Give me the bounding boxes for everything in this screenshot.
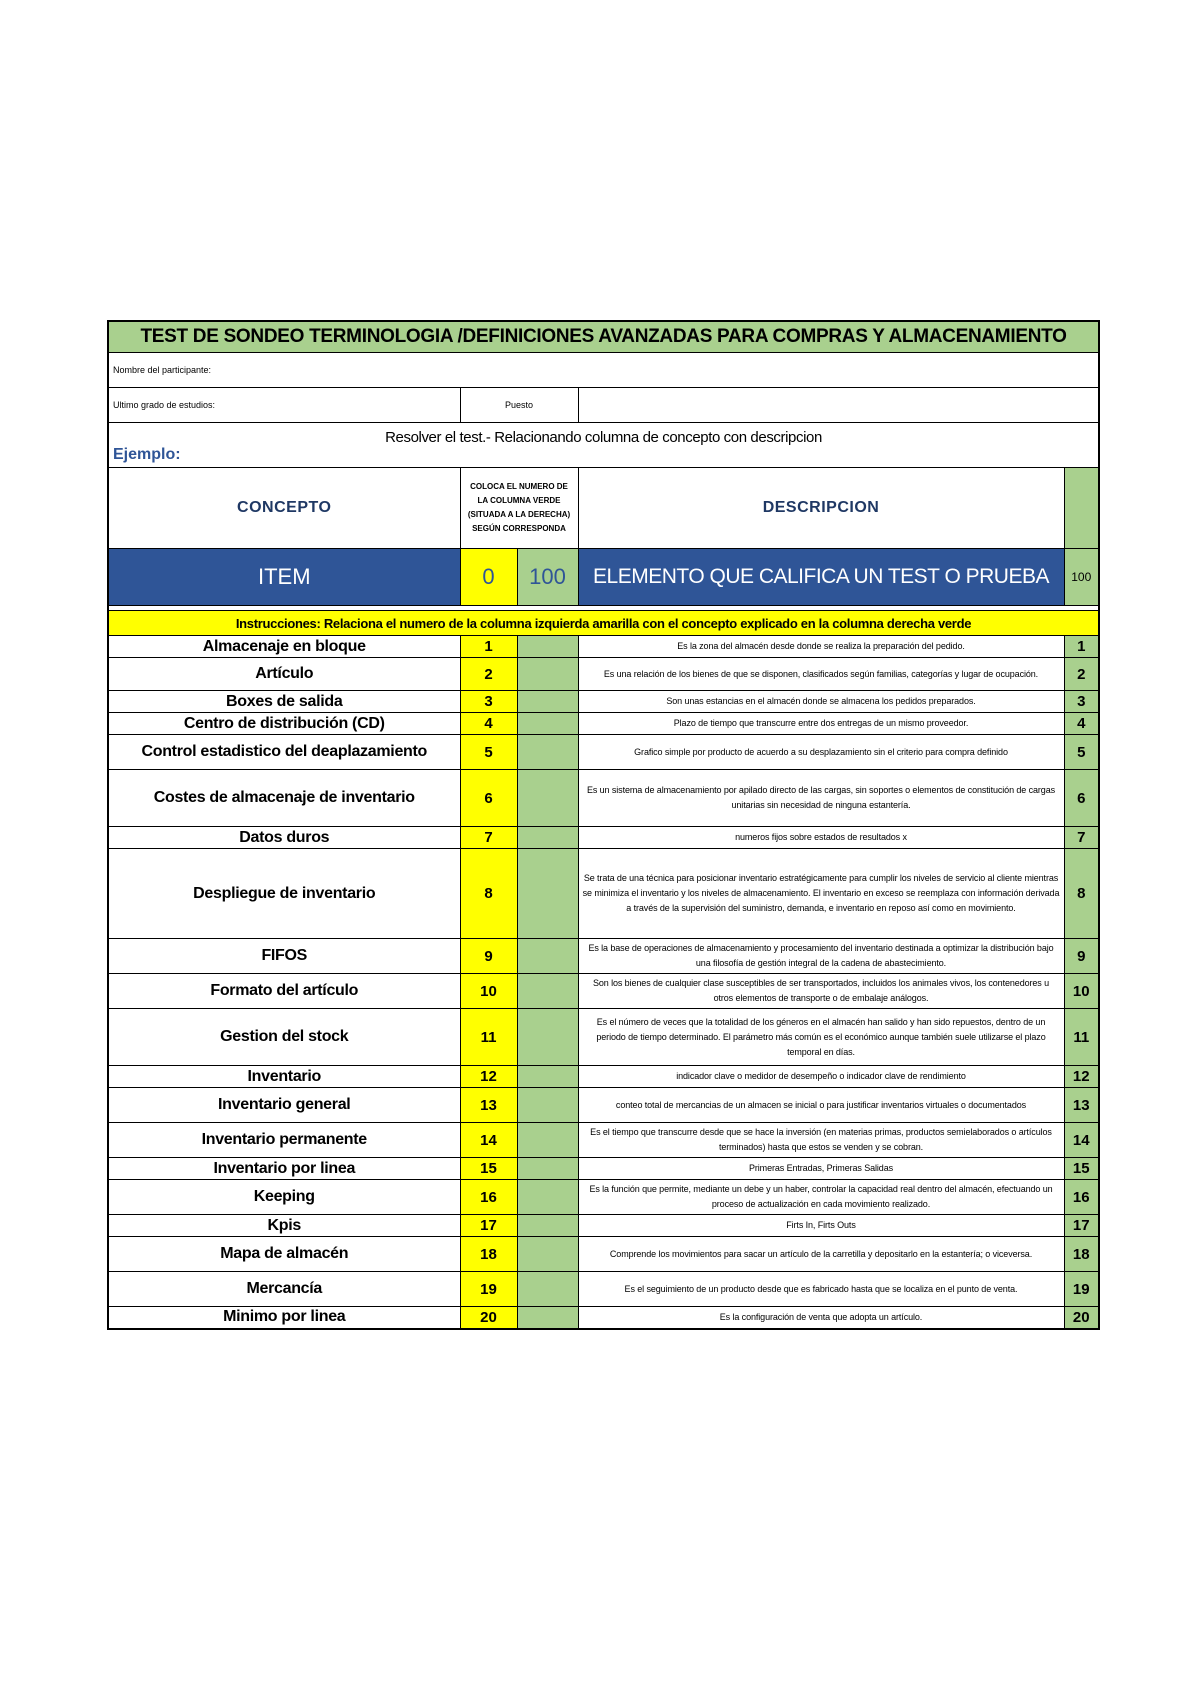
description-number: 2 xyxy=(1064,658,1099,691)
description-cell: Es la función que permite, mediante un debe y un haber, controlar la capacidad real dentro del almacén, efectuando un proceso de actualización en cada movimiento realizado. xyxy=(578,1180,1064,1215)
table-row xyxy=(108,1009,1099,1066)
description-cell: numeros fijos sobre estados de resultados x xyxy=(578,827,1064,849)
description-cell: Es la base de operaciones de almacenamiento y procesamiento del inventario destinada a optimizar la distribución bajo una filosofía de gestión integral de la cadena de abastecimiento. xyxy=(578,939,1064,974)
concept-cell: Keeping xyxy=(108,1180,460,1215)
table-row xyxy=(108,939,1099,974)
table-row xyxy=(108,974,1099,1009)
concept-cell: Artículo xyxy=(108,658,460,691)
concept-cell: Inventario por linea xyxy=(108,1158,460,1180)
answer-number: 12 xyxy=(460,1066,517,1088)
table-row xyxy=(108,1123,1099,1158)
answer-column-header: COLOCA EL NUMERO DE LA COLUMNA VERDE (SITUADA A LA DERECHA) SEGÚN CORRESPONDA xyxy=(460,468,578,549)
concept-cell: Gestion del stock xyxy=(108,1009,460,1066)
answer-input[interactable] xyxy=(517,1123,578,1158)
description-number: 14 xyxy=(1064,1123,1099,1158)
description-cell: Plazo de tiempo que transcurre entre dos entregas de un mismo proveedor. xyxy=(578,713,1064,735)
example-label: Ejemplo: xyxy=(113,445,181,463)
table-row xyxy=(108,636,1099,658)
studies-field[interactable] xyxy=(108,388,460,423)
description-number: 10 xyxy=(1064,974,1099,1009)
answer-number: 19 xyxy=(460,1272,517,1307)
description-cell: Es un sistema de almacenamiento por apilado directo de las cargas, sin soportes o elementos de constitución de cargas unitarias sin necesidad de ninguna estantería. xyxy=(578,770,1064,827)
puesto-label: Puesto xyxy=(460,388,578,423)
right-header-cell xyxy=(1064,468,1099,549)
answer-number: 2 xyxy=(460,658,517,691)
answer-input[interactable] xyxy=(517,1180,578,1215)
description-number: 15 xyxy=(1064,1158,1099,1180)
answer-number: 4 xyxy=(460,713,517,735)
concept-cell: Inventario permanente xyxy=(108,1123,460,1158)
answer-number: 3 xyxy=(460,691,517,713)
example-right-number: 100 xyxy=(1064,549,1099,606)
answer-input[interactable] xyxy=(517,770,578,827)
description-cell: Primeras Entradas, Primeras Salidas xyxy=(578,1158,1064,1180)
answer-number: 9 xyxy=(460,939,517,974)
top-instructions: Resolver el test.- Relacionando columna de concepto con descripcion xyxy=(385,428,822,446)
example-description: ELEMENTO QUE CALIFICA UN TEST O PRUEBA xyxy=(578,549,1064,606)
concept-cell: Inventario general xyxy=(108,1088,460,1123)
instructions-banner: Instrucciones: Relaciona el numero de la columna izquierda amarilla con el concepto explicado en la columna derecha verde xyxy=(108,611,1099,636)
concept-cell: Control estadistico del deaplazamiento xyxy=(108,735,460,770)
answer-number: 11 xyxy=(460,1009,517,1066)
table-row xyxy=(108,1158,1099,1180)
answer-number: 10 xyxy=(460,974,517,1009)
description-number: 3 xyxy=(1064,691,1099,713)
description-number: 9 xyxy=(1064,939,1099,974)
concepto-header: CONCEPTO xyxy=(108,468,460,549)
answer-input[interactable] xyxy=(517,974,578,1009)
description-cell: indicador clave o medidor de desempeño o indicador clave de rendimiento xyxy=(578,1066,1064,1088)
answer-number: 15 xyxy=(460,1158,517,1180)
answer-number: 7 xyxy=(460,827,517,849)
answer-number: 8 xyxy=(460,849,517,939)
description-number: 1 xyxy=(1064,636,1099,658)
description-cell: conteo total de mercancias de un almacen se inicial o para justificar inventarios virtuales o documentados xyxy=(578,1088,1064,1123)
description-number: 18 xyxy=(1064,1237,1099,1272)
studies-label: Ultimo grado de estudios: xyxy=(113,400,216,410)
description-cell: Son unas estancias en el almacén donde se almacena los pedidos preparados. xyxy=(578,691,1064,713)
table-row xyxy=(108,1237,1099,1272)
answer-number: 16 xyxy=(460,1180,517,1215)
answer-input[interactable] xyxy=(517,1272,578,1307)
description-cell: Grafico simple por producto de acuerdo a su desplazamiento sin el criterio para compra definido xyxy=(578,735,1064,770)
table-row xyxy=(108,1215,1099,1237)
example-score: 100 xyxy=(517,549,578,606)
answer-input[interactable] xyxy=(517,1158,578,1180)
table-row xyxy=(108,691,1099,713)
concept-cell: Minimo por linea xyxy=(108,1307,460,1329)
participant-name-field[interactable] xyxy=(108,353,1099,388)
answer-number: 18 xyxy=(460,1237,517,1272)
answer-input[interactable] xyxy=(517,939,578,974)
description-number: 17 xyxy=(1064,1215,1099,1237)
concept-cell: Kpis xyxy=(108,1215,460,1237)
concept-cell: FIFOS xyxy=(108,939,460,974)
description-number: 12 xyxy=(1064,1066,1099,1088)
answer-input[interactable] xyxy=(517,1088,578,1123)
description-cell: Es una relación de los bienes de que se disponen, clasificados según familias, categorías y lugar de ocupación. xyxy=(578,658,1064,691)
description-cell: Es la zona del almacén desde donde se realiza la preparación del pedido. xyxy=(578,636,1064,658)
concept-cell: Boxes de salida xyxy=(108,691,460,713)
example-item: ITEM xyxy=(108,549,460,606)
description-cell: Comprende los movimientos para sacar un artículo de la carretilla y depositarlo en la estantería; o viceversa. xyxy=(578,1237,1064,1272)
answer-input[interactable] xyxy=(517,713,578,735)
answer-input[interactable] xyxy=(517,1307,578,1329)
table-row xyxy=(108,658,1099,691)
concept-cell: Formato del artículo xyxy=(108,974,460,1009)
instructions-example-cell xyxy=(108,423,1099,468)
answer-input[interactable] xyxy=(517,849,578,939)
description-number: 6 xyxy=(1064,770,1099,827)
description-number: 11 xyxy=(1064,1009,1099,1066)
concept-cell: Centro de distribución (CD) xyxy=(108,713,460,735)
answer-number: 14 xyxy=(460,1123,517,1158)
description-number: 7 xyxy=(1064,827,1099,849)
answer-number: 6 xyxy=(460,770,517,827)
answer-number: 5 xyxy=(460,735,517,770)
participant-name-label: Nombre del participante: xyxy=(113,365,212,375)
concept-cell: Datos duros xyxy=(108,827,460,849)
description-cell: Se trata de una técnica para posicionar inventario estratégicamente para cumplir los niveles de servicio al cliente mientras se minimiza el inventario y los niveles de almacenamiento. El inventario en exceso se reemplaza con información derivada a través de la supervisión del suministro, demanda, e inventario en reposo así como en movimiento. xyxy=(578,849,1064,939)
description-cell: Es la configuración de venta que adopta un artículo. xyxy=(578,1307,1064,1329)
concept-cell: Almacenaje en bloque xyxy=(108,636,460,658)
description-cell: Son los bienes de cualquier clase susceptibles de ser transportados, incluidos los animales vivos, los contenedores u otros elementos de transporte o de embalaje análogos. xyxy=(578,974,1064,1009)
descripcion-header: DESCRIPCION xyxy=(578,468,1064,549)
answer-input[interactable] xyxy=(517,1009,578,1066)
answer-input[interactable] xyxy=(517,636,578,658)
description-cell: Es el tiempo que transcurre desde que se hace la inversión (en materias primas, productos semielaborados o artículos terminados) hasta que estos se venden y se cobran. xyxy=(578,1123,1064,1158)
example-answer: 0 xyxy=(460,549,517,606)
answer-input[interactable] xyxy=(517,735,578,770)
table-row xyxy=(108,770,1099,827)
answer-input[interactable] xyxy=(517,827,578,849)
concept-cell: Despliegue de inventario xyxy=(108,849,460,939)
table-row xyxy=(108,1088,1099,1123)
concept-cell: Mapa de almacén xyxy=(108,1237,460,1272)
answer-number: 20 xyxy=(460,1307,517,1329)
question-rows xyxy=(108,636,1099,1329)
table-row xyxy=(108,849,1099,939)
table-row xyxy=(108,1307,1099,1329)
answer-input[interactable] xyxy=(517,1215,578,1237)
answer-number: 17 xyxy=(460,1215,517,1237)
answer-number: 1 xyxy=(460,636,517,658)
page-title: TEST DE SONDEO TERMINOLOGIA /DEFINICIONES AVANZADAS PARA COMPRAS Y ALMACENAMIENTO xyxy=(108,321,1099,353)
description-number: 16 xyxy=(1064,1180,1099,1215)
table-row xyxy=(108,735,1099,770)
description-number: 4 xyxy=(1064,713,1099,735)
description-cell: Es el número de veces que la totalidad de los géneros en el almacén han salido y han sido repuestos, dentro de un periodo de tiempo determinado. El parámetro más común es el económico aunque también suele utilizarse el plazo temporal en días. xyxy=(578,1009,1064,1066)
concept-cell: Mercancía xyxy=(108,1272,460,1307)
answer-input[interactable] xyxy=(517,1237,578,1272)
test-sheet xyxy=(107,320,1098,1330)
test-table xyxy=(107,320,1100,1330)
puesto-field[interactable] xyxy=(578,388,1099,423)
table-row xyxy=(108,1272,1099,1307)
description-number: 8 xyxy=(1064,849,1099,939)
description-cell: Es el seguimiento de un producto desde que es fabricado hasta que se localiza en el punto de venta. xyxy=(578,1272,1064,1307)
description-number: 5 xyxy=(1064,735,1099,770)
answer-input[interactable] xyxy=(517,1066,578,1088)
description-cell: Firts In, Firts Outs xyxy=(578,1215,1064,1237)
table-row xyxy=(108,827,1099,849)
table-row xyxy=(108,1180,1099,1215)
description-number: 13 xyxy=(1064,1088,1099,1123)
concept-cell: Inventario xyxy=(108,1066,460,1088)
description-number: 19 xyxy=(1064,1272,1099,1307)
table-row xyxy=(108,713,1099,735)
answer-input[interactable] xyxy=(517,691,578,713)
table-row xyxy=(108,1066,1099,1088)
concept-cell: Costes de almacenaje de inventario xyxy=(108,770,460,827)
answer-input[interactable] xyxy=(517,658,578,691)
answer-number: 13 xyxy=(460,1088,517,1123)
description-number: 20 xyxy=(1064,1307,1099,1329)
